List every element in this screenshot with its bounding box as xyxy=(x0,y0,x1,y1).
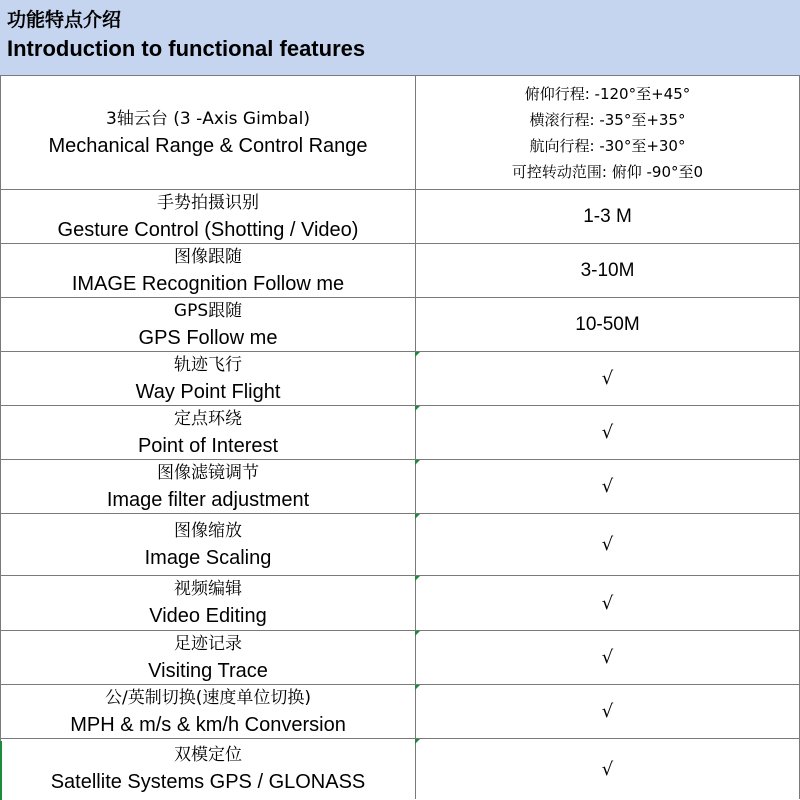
table-row xyxy=(0,244,800,298)
value-cell xyxy=(416,298,800,351)
check-mark: √ xyxy=(601,592,614,614)
feature-cell xyxy=(0,406,416,459)
feature-name-zh: 3轴云台 (3 -Axis Gimbal) xyxy=(106,108,310,129)
roll-range-text: 横滚行程: -35°至+35° xyxy=(529,110,686,129)
feature-name-en: Satellite Systems GPS / GLONASS xyxy=(50,771,366,793)
feature-name-zh: 足迹记录 xyxy=(174,633,242,654)
check-mark: √ xyxy=(601,701,614,722)
table-row xyxy=(0,352,800,406)
feature-name-zh: 轨迹飞行 xyxy=(174,354,242,375)
feature-cell xyxy=(0,514,416,575)
value-cell xyxy=(416,190,800,243)
table-row xyxy=(0,576,800,631)
selection-edge-marker xyxy=(0,741,2,800)
feature-name-en: Gesture Control (Shotting / Video) xyxy=(57,218,359,241)
check-mark: √ xyxy=(601,758,614,780)
value-cell xyxy=(416,406,800,459)
page-title-zh: 功能特点介绍 xyxy=(7,9,122,31)
value-cell xyxy=(416,685,800,738)
feature-cell xyxy=(0,739,416,799)
feature-cell xyxy=(0,460,416,513)
feature-name-zh: 定点环绕 xyxy=(174,408,242,429)
feature-name-en: GPS Follow me xyxy=(138,326,278,349)
value-text: 3-10M xyxy=(580,259,635,281)
feature-cell xyxy=(0,685,416,738)
feature-name-zh: 图像滤镜调节 xyxy=(157,462,259,483)
feature-name-zh: 双模定位 xyxy=(174,745,242,765)
value-cell xyxy=(416,739,800,799)
feature-name-zh: 视频编辑 xyxy=(174,579,242,599)
value-cell xyxy=(416,76,800,189)
comment-marker xyxy=(415,576,420,581)
table-row-gimbal xyxy=(0,76,800,190)
feature-cell xyxy=(0,298,416,351)
feature-name-en: Image Scaling xyxy=(144,546,272,569)
table-row xyxy=(0,298,800,352)
comment-marker xyxy=(415,685,420,690)
value-text: 1-3 M xyxy=(583,205,632,227)
feature-cell xyxy=(0,352,416,405)
value-cell xyxy=(416,514,800,575)
table-row xyxy=(0,514,800,576)
header-banner xyxy=(0,0,800,76)
feature-name-zh: 图像缩放 xyxy=(174,520,242,541)
feature-name-zh: 图像跟随 xyxy=(174,246,242,267)
feature-name-en: Mechanical Range & Control Range xyxy=(48,134,368,157)
page-title-en: Introduction to functional features xyxy=(7,36,366,61)
control-range-text: 可控转动范围: 俯仰 -90°至0 xyxy=(511,162,704,181)
feature-name-en: Video Editing xyxy=(149,605,267,627)
check-mark: √ xyxy=(601,534,614,555)
feature-cell xyxy=(0,244,416,297)
comment-marker xyxy=(415,406,420,411)
feature-name-zh: 手势拍摄识别 xyxy=(157,192,259,213)
feature-name-en: Point of Interest xyxy=(137,434,279,457)
feature-name-en: Way Point Flight xyxy=(135,380,281,403)
feature-name-zh: GPS跟随 xyxy=(173,300,243,321)
comment-marker xyxy=(415,514,420,519)
yaw-range-text: 航向行程: -30°至+30° xyxy=(529,136,686,155)
comment-marker xyxy=(415,460,420,465)
comment-marker xyxy=(415,739,420,744)
table-row xyxy=(0,631,800,685)
check-mark: √ xyxy=(601,476,614,497)
feature-name-zh: 公/英制切换(速度单位切换) xyxy=(105,687,311,708)
check-mark: √ xyxy=(601,368,614,389)
value-cell xyxy=(416,244,800,297)
table-row xyxy=(0,406,800,460)
feature-name-en: Visiting Trace xyxy=(148,659,268,682)
feature-name-en: Image filter adjustment xyxy=(106,488,310,511)
table-row xyxy=(0,460,800,514)
comment-marker xyxy=(415,352,420,357)
value-cell xyxy=(416,631,800,684)
feature-cell xyxy=(0,631,416,684)
table-row xyxy=(0,739,800,799)
value-cell xyxy=(416,576,800,630)
pitch-range-text: 俯仰行程: -120°至+45° xyxy=(524,84,691,103)
table-row xyxy=(0,190,800,244)
feature-name-en: IMAGE Recognition Follow me xyxy=(71,272,345,295)
value-text: 10-50M xyxy=(575,313,640,335)
comment-marker xyxy=(415,631,420,636)
value-cell xyxy=(416,460,800,513)
check-mark: √ xyxy=(601,647,614,668)
feature-cell xyxy=(0,76,416,189)
table-row xyxy=(0,685,800,739)
feature-cell xyxy=(0,576,416,630)
features-table xyxy=(0,76,800,799)
value-cell xyxy=(416,352,800,405)
feature-name-en: MPH & m/s & km/h Conversion xyxy=(70,713,346,736)
feature-cell xyxy=(0,190,416,243)
check-mark: √ xyxy=(601,422,614,443)
